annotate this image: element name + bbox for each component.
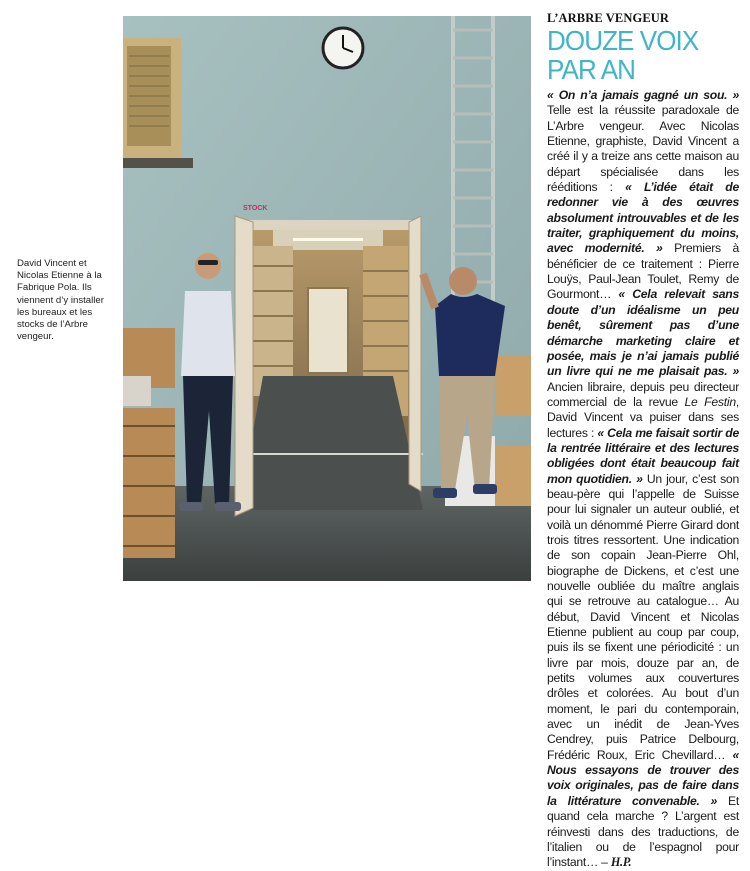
quote-run: « Cela relevait sans doute d’un idéalisme un peu benêt, sûrement pas d’une démarche marketing claire et posée, mais je n’ai jamais publié un livre qui ne me plaisait pas. » bbox=[547, 287, 740, 379]
body-run: Le Festin bbox=[684, 394, 736, 409]
body-run: Telle est la réussite paradoxale de L’Arbre vengeur. Avec Nicolas Etienne, graphiste, David Vincent a créé il y a treize ans cette maison au départ spécialisée dans les rééditions : bbox=[547, 103, 739, 195]
author-signature: H.P. bbox=[610, 855, 632, 870]
article-body bbox=[547, 88, 739, 871]
quote-run: « Nous essayons de trouver des voix originales, pas de faire dans la littérature convenable. » bbox=[547, 747, 739, 808]
quote-run: « On n’a jamais gagné un sou. » bbox=[547, 88, 739, 102]
headline-line-2: PAR AN bbox=[547, 54, 636, 85]
body-run: Premiers à bénéficier de ce traitement : Pierre Louÿs, Paul-Jean Toulet, Remy de Gourmont… bbox=[547, 241, 739, 302]
article bbox=[547, 10, 739, 871]
headline-line-1: DOUZE VOIX bbox=[547, 25, 699, 56]
stock-sign: STOCK bbox=[243, 205, 268, 212]
article-headline bbox=[547, 26, 726, 84]
article-rubric: L’ARBRE VENGEUR bbox=[547, 11, 670, 25]
body-run: Un jour, c’est son beau-père qui l’appelle de Suisse pour lui signaler un auteur oublié, et voilà un dénommé Pierre Girard dont trois titres ressortent. Une indication de son copain Jean-Pierre Ohl, biographe de Dickens, et c’est une nouvelle oubliée du maître anglais qui se retrouve au catalogue… Au début, David Vincent et Nicolas Etienne publient au coup par coup, puis ils se fixent une périodicité : un livre par mois, douze par an, de petits volumes aux couvertures drôles et colorées. Au bout d’un moment, le pari du contemporain, avec un inédit de Jean-Yves Cendrey, puis Patrice Delbourg, Frédéric Roux, Eric Chevillard… bbox=[547, 471, 739, 762]
body-run: Et quand cela marche ? L’argent est réinvesti dans des traductions, de l’italien ou de l’espagnol pour l’instant… – bbox=[547, 793, 739, 870]
photo-caption: David Vincent et Nicolas Etienne à la Fabrique Pola. Ils viennent d’y installer les bureaux et les stocks de l’Arbre vengeur. bbox=[17, 258, 104, 343]
quote-run: « L’idée était de redonner vie à des œuvres absolument introuvables et de les traiter, graphiquement du moins, avec modernité. » bbox=[547, 180, 739, 256]
article-photo bbox=[123, 16, 531, 581]
body-run: Ancien libraire, depuis peu directeur commercial de la revue bbox=[547, 379, 739, 409]
quote-run: « Cela me faisait sortir de la rentrée littéraire et des lectures obligées dont était beaucoup fait mon quotidien. » bbox=[547, 425, 739, 486]
body-run: , David Vincent va puiser dans ses lectures : bbox=[547, 394, 739, 440]
